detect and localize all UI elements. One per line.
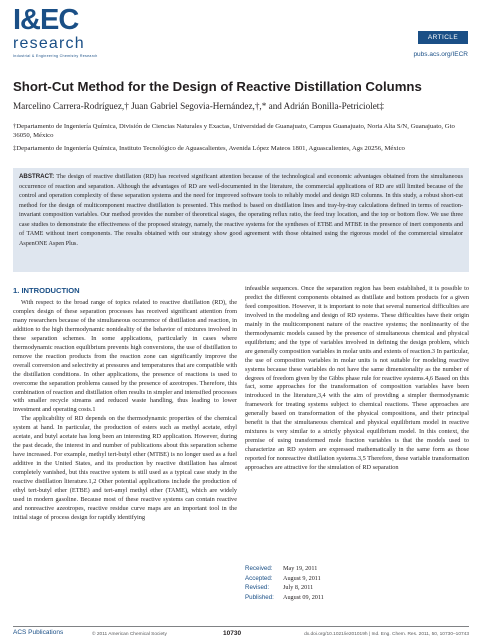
page-number: 10730 (223, 630, 242, 637)
right-column (245, 285, 469, 473)
date-value: August 09, 2011 (283, 593, 324, 601)
abstract (19, 172, 463, 249)
date-value: July 8, 2011 (283, 584, 314, 592)
date-row (245, 574, 469, 584)
date-label: Published: (245, 593, 274, 601)
date-label: Received: (245, 565, 273, 572)
publication-dates (245, 564, 469, 602)
article-title: Short-Cut Method for the Design of Reactive Distillation Columns (13, 79, 422, 94)
paragraph: infeasible sequences. Once the separation region has been established, it is possible to predict the different components obtained as distillate and bottom products for a given feed composition. However, it is important to note that several numerical difficulties are involved in the modeling and design of RD systems. These difficulties have their origin mainly in the multicomponent nature of the reactive systems; the nonlinearity of the thermodynamic models caused by the presence of simultaneous chemical and physical equilibrium; and the type of variables involved in defining the design problem, which are generally composition variables in molar units and extents of reaction.3 In particular, the use of composition variables in molar units is not suitable for modeling reactive systems because these variables do not have the same dimensionality as the number of degrees of freedom given by the Gibbs phase rule for reactive systems.4,6 Based on this fact, some approaches for the transformation of composition variables have been introduced in the literature,3,4 with the aim of providing a simpler thermodynamic framework for treating systems subject to chemical reactions. These approaches are generally based on transformation of the physical compositions, and their principal benefit is that the simultaneous chemical and physical equilibrium model in reactive mixtures is very similar to a strictly physical equilibrium model. In this context, the premise of using transformed mole fraction variables is that the models used to characterize an RD system are expressed mathematically in the same form as those reported for nonreactive distillation systems.3,5 Therefore, these variable transformation approaches are attractive for the simulation of RD separation (245, 285, 469, 472)
journal-logo: I&EC (13, 4, 79, 36)
date-label: Revised: (245, 584, 270, 592)
affiliation-1: †Departamento de Ingeniería Química, División de Ciencias Naturales y Exactas, Universidad de Guanajuato, Campus Guanajuato, Noria Alta S/N, Guanajuato, Gto 36050, México (13, 123, 455, 139)
date-label: Accepted: (245, 574, 273, 582)
acs-publications-logo[interactable]: ACS Publications (13, 629, 64, 636)
abstract-text: The design of reactive distillation (RD) has received significant attention because of the technological and economic advantages obtained from the simultaneous occurrence of reaction and separation. Although the advantages of RD are well-documented in the literature, the commercial applications of RD are still limited because of the control and operation complexity of these separation systems and the need for improved software tools to reliably model and design RD columns. In this study, a robust short-cut method for the design of multicomponent reactive distillation is presented. This method is based on distillation lines and tray-by-tray calculations defined in terms of reaction-invariant composition variables. Our method provides the number of theoretical stages, the operating reflux ratio, the feed tray location, and the top or bottom flow. We use three case studies to demonstrate the effectiveness of the proposed strategy, namely, the reactive systems for the syntheses of ETBE and MTBE in the presence of inert components and of TAME without inert components. The results obtained with our strategy show good agreement with those obtained using the rigorous model of the commercial simulator AspenONE Aspen Plus. (19, 174, 463, 247)
section-heading-introduction: 1. INTRODUCTION (13, 286, 80, 295)
paragraph: The applicability of RD depends on the thermodynamic properties of the chemical system at hand. In particular, the production of esters such as methyl acetate, ethyl acetate, and butyl acetate has long been an interesting RD application. However, during the past decade, the interest in and number of publications about this separation scheme have increased. For example, methyl tert-butyl ether (MTBE) is no longer used as a fuel additive in the United States, and its production by reactive distillation has almost completely vanished, but this reactive system is still used as a typical case study in the reactive distillation literature.1,2 Other potential applications include the production of ethyl tert-butyl ether (ETBE) and tert-amyl methyl ether (TAME), which are widely used in modern gasoline. Because most of these reactive systems can contain reactive and nonreactive azeotropes, reactive residue curve maps are an important tool in the initial stage of process design for rapidly identifying (13, 415, 237, 521)
journal-url-link[interactable]: pubs.acs.org/IECR (413, 51, 468, 58)
date-row (245, 564, 469, 574)
copyright-notice: © 2011 American Chemical Society (92, 632, 167, 637)
footer-divider (13, 626, 469, 627)
article-type-badge: ARTICLE (418, 31, 468, 44)
paragraph: With respect to the broad range of topics related to reactive distillation (RD), the complex design of these separation processes has received significant attention from many researchers because of the simultaneous occurrence of distillation and reaction, in addition to the high thermodynamic nonideality of the behavior of mixtures involved in these separation schemes. In some applications, particularly in cases where thermodynamic reaction equilibrium prevents high conversions, the use of distillation to remove the reaction products from the reaction zone can significantly improve the overall conversion and selectivity at pressures and temperatures that are compatible with the distillation conditions. In other applications, the presence of reactions is used to overcome the separation problems caused by the presence of azeotropes. Therefore, this combination of reaction and distillation often results in simpler and intensified processes with smaller recycle streams and reduced waste handling, thus leading to lower investment and operating costs.1 (13, 299, 237, 414)
date-row (245, 593, 469, 603)
abstract-label: ABSTRACT: (19, 173, 55, 180)
author-list: Marcelino Carrera-Rodríguez,† Juan Gabriel Segovia-Hernández,†,* and Adrián Bonilla-Petriciolet‡ (13, 101, 384, 111)
left-column (13, 299, 237, 523)
date-row (245, 583, 469, 593)
date-value: August 9, 2011 (283, 574, 321, 582)
journal-logo-word: research (13, 35, 85, 52)
journal-logo-subtitle: Industrial & Engineering Chemistry Research (13, 54, 98, 58)
date-value: May 19, 2011 (283, 565, 318, 572)
doi-citation[interactable]: dx.doi.org/10.1021/ie201019h | Ind. Eng. Chem. Res. 2011, 50, 10730–10743 (304, 632, 469, 637)
affiliation-2: ‡Departamento de Ingeniería Química, Instituto Tecnológico de Aguascalientes, Avenida López Mateos 1801, Aguascalientes, Ags 20256, México (13, 145, 405, 152)
